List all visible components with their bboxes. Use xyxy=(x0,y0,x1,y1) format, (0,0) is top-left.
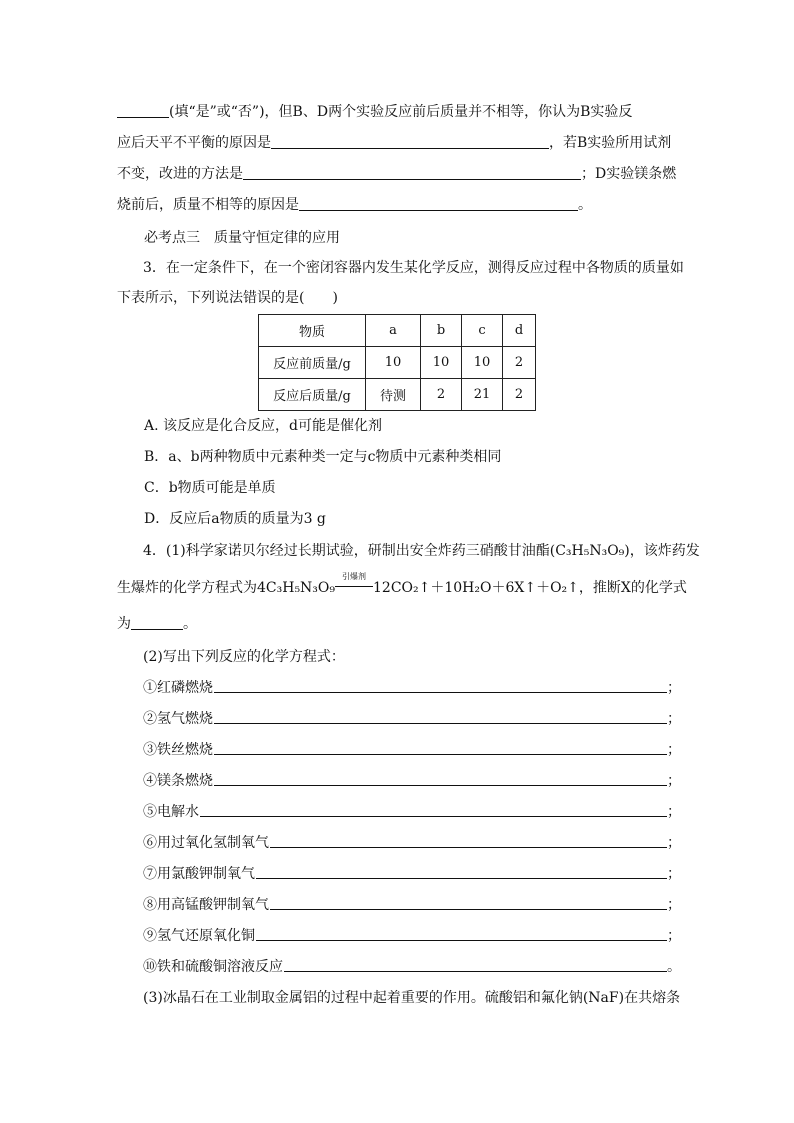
reaction-label: ⑥用过氧化氢制氧气 xyxy=(143,835,269,851)
table-cell: d xyxy=(503,315,536,347)
table-row xyxy=(259,347,536,379)
reaction-end-mark: ； xyxy=(667,680,681,696)
answer-blank[interactable] xyxy=(117,103,169,118)
reaction-end-mark: ； xyxy=(667,928,681,944)
answer-blank[interactable] xyxy=(214,692,667,693)
q4-text: 生爆炸的化学方程式为4C₃H₅N₃O₉ xyxy=(117,580,336,596)
reaction-row xyxy=(143,802,681,822)
table-cell: 10 xyxy=(421,347,462,379)
reaction-row xyxy=(143,895,681,915)
arrow-bar xyxy=(335,586,373,587)
reaction-row xyxy=(143,771,681,791)
answer-blank[interactable] xyxy=(243,165,581,180)
reaction-end-mark: 。 xyxy=(667,959,681,975)
reaction-label: ④镁条燃烧 xyxy=(143,773,213,789)
reaction-arrow xyxy=(335,572,373,592)
table-cell: 物质 xyxy=(259,315,366,347)
table-cell: 2 xyxy=(421,379,462,411)
reaction-label: ③铁丝燃烧 xyxy=(143,742,213,758)
reaction-row xyxy=(143,709,681,729)
reaction-label: ⑦用氯酸钾制氧气 xyxy=(143,866,255,882)
section-heading: 必考点三 质量守恒定律的应用 xyxy=(144,230,340,246)
reaction-end-mark: ； xyxy=(667,897,681,913)
answer-blank[interactable] xyxy=(299,196,578,211)
reaction-row xyxy=(143,864,681,884)
q2-text: (填“是”或“否”)，但B、D两个实验反应前后质量并不相等，你认为B实验反 xyxy=(169,104,633,120)
reaction-label: ⑧用高锰酸钾制氧气 xyxy=(143,897,269,913)
reaction-end-mark: ； xyxy=(667,866,681,882)
answer-blank[interactable] xyxy=(131,615,183,630)
q2-line-1 xyxy=(117,102,632,122)
option-c[interactable]: C．b物质可能是单质 xyxy=(144,480,276,496)
reaction-label: ②氢气燃烧 xyxy=(143,711,213,727)
table-cell: 2 xyxy=(503,347,536,379)
q4-text: 12CO₂↑＋10H₂O＋6X↑＋O₂↑，推断X的化学式 xyxy=(373,580,687,596)
answer-blank[interactable] xyxy=(270,847,667,848)
mass-table xyxy=(258,314,536,411)
answer-blank[interactable] xyxy=(214,785,667,786)
answer-blank[interactable] xyxy=(270,909,667,910)
arrow-condition: 引爆剂 xyxy=(342,572,367,581)
answer-blank[interactable] xyxy=(256,878,667,879)
q4-line-3 xyxy=(117,614,197,634)
reaction-end-mark: ； xyxy=(667,711,681,727)
table-cell: a xyxy=(366,315,421,347)
reaction-end-mark: ； xyxy=(667,804,681,820)
reaction-label: ⑨氢气还原氧化铜 xyxy=(143,928,255,944)
table-cell: 10 xyxy=(462,347,503,379)
table-header-row xyxy=(259,315,536,347)
reaction-row xyxy=(143,678,681,698)
q2-text: ，若B实验所用试剂 xyxy=(549,135,672,151)
reaction-row xyxy=(143,957,681,977)
reaction-label: ①红磷燃烧 xyxy=(143,680,213,696)
reaction-row xyxy=(143,926,681,946)
answer-blank[interactable] xyxy=(271,134,549,149)
option-a[interactable]: A. 该反应是化合反应，d可能是催化剂 xyxy=(144,418,382,434)
table-cell: c xyxy=(462,315,503,347)
q2-text: 应后天平不平衡的原因是 xyxy=(117,135,271,151)
reaction-end-mark: ； xyxy=(667,742,681,758)
reaction-row xyxy=(143,740,681,760)
q3-stem-line-2: 下表所示，下列说法错误的是( ) xyxy=(117,290,338,306)
q4-text: 。 xyxy=(183,616,197,632)
q4-line-1: 4．(1)科学家诺贝尔经过长期试验，研制出安全炸药三硝酸甘油酯(C₃H₅N₃O₉)，该炸药发 xyxy=(143,543,700,559)
q2-line-3 xyxy=(117,164,676,184)
table-cell: 21 xyxy=(462,379,503,411)
q2-text: 烧前后，质量不相等的原因是 xyxy=(117,197,299,213)
q2-text: 不变，改进的方法是 xyxy=(117,166,243,182)
q4-text: 为 xyxy=(117,616,131,632)
table-cell: 反应后质量/g xyxy=(259,379,366,411)
q2-line-2 xyxy=(117,133,671,153)
q2-line-4 xyxy=(117,195,592,215)
reaction-label: ⑩铁和硫酸铜溶液反应 xyxy=(143,959,283,975)
reaction-end-mark: ； xyxy=(667,835,681,851)
table-row xyxy=(259,379,536,411)
reaction-row xyxy=(143,833,681,853)
q2-text: ；D实验镁条燃 xyxy=(581,166,677,182)
answer-blank[interactable] xyxy=(200,816,667,817)
table-cell: b xyxy=(421,315,462,347)
q4-part3-line-1: (3)冰晶石在工业制取金属铝的过程中起着重要的作用。硫酸铝和氟化钠(NaF)在共熔条 xyxy=(143,990,681,1006)
reaction-end-mark: ； xyxy=(667,773,681,789)
answer-blank[interactable] xyxy=(284,971,667,972)
q4-part2-title: (2)写出下列反应的化学方程式： xyxy=(143,649,345,665)
answer-blank[interactable] xyxy=(214,754,667,755)
reaction-label: ⑤电解水 xyxy=(143,804,199,820)
table-cell: 待测 xyxy=(366,379,421,411)
q2-text: 。 xyxy=(578,197,592,213)
table-cell: 10 xyxy=(366,347,421,379)
q4-line-2 xyxy=(117,572,687,598)
option-b[interactable]: B．a、b两种物质中元素种类一定与c物质中元素种类相同 xyxy=(144,449,502,465)
q3-stem-line-1: 3．在一定条件下，在一个密闭容器内发生某化学反应，测得反应过程中各物质的质量如 xyxy=(143,260,684,276)
answer-blank[interactable] xyxy=(214,723,667,724)
table-cell: 反应前质量/g xyxy=(259,347,366,379)
table-cell: 2 xyxy=(503,379,536,411)
option-d[interactable]: D．反应后a物质的质量为3 g xyxy=(144,511,326,527)
answer-blank[interactable] xyxy=(256,940,667,941)
